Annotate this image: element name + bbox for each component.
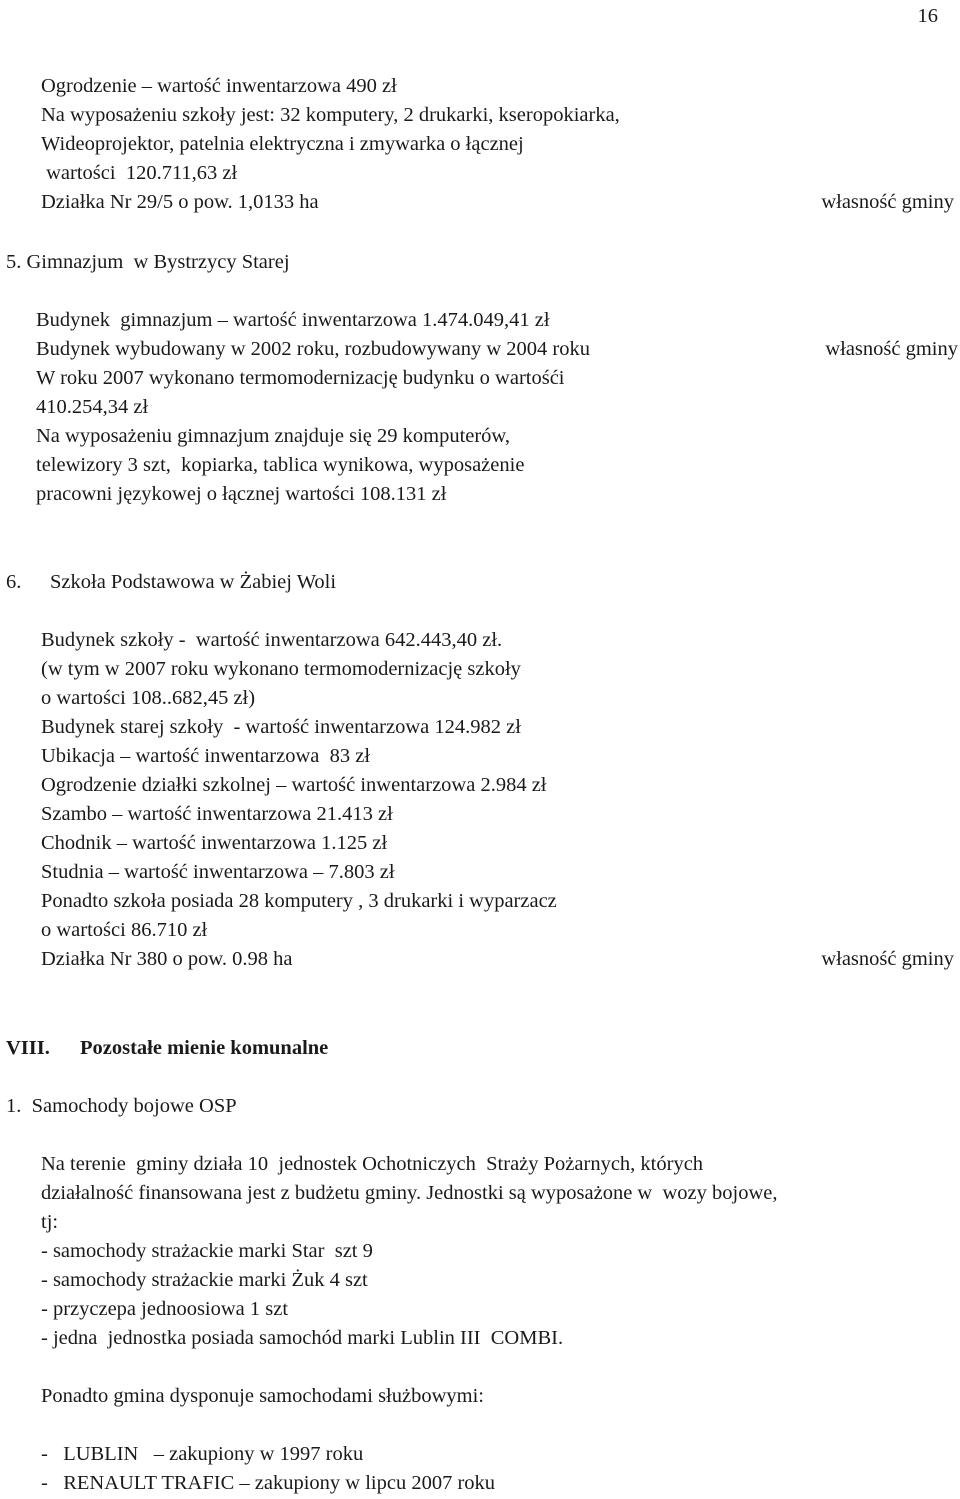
list-item: - samochody strażackie marki Żuk 4 szt <box>41 1269 368 1291</box>
list-item: - samochody strażackie marki Star szt 9 <box>41 1240 373 1262</box>
text-line: Wideoprojektor, patelnia elektryczna i zmywarka o łącznej <box>41 133 524 155</box>
subsection-heading: 1. Samochody bojowe OSP <box>6 1095 237 1117</box>
ownership-label: własność gminy <box>825 338 958 360</box>
list-item: - RENAULT TRAFIC – zakupiony w lipcu 2007 roku <box>41 1472 496 1494</box>
text-line: Ogrodzenie działki szkolnej – wartość inwentarzowa 2.984 zł <box>41 774 547 796</box>
section-heading: 5. Gimnazjum w Bystrzycy Starej <box>6 251 290 273</box>
list-item: - LUBLIN – zakupiony w 1997 roku <box>41 1443 364 1465</box>
chapter-heading: Pozostałe mienie komunalne <box>80 1037 329 1059</box>
text-line: Ponadto szkoła posiada 28 komputery , 3 drukarki i wyparzacz <box>41 890 557 912</box>
text-line: W roku 2007 wykonano termomodernizację budynku o wartośći <box>36 367 565 389</box>
paragraph-line: Na terenie gminy działa 10 jednostek Ochotniczych Straży Pożarnych, których <box>41 1153 704 1175</box>
ownership-label: własność gminy <box>821 191 954 213</box>
text-line: Działka Nr 29/5 o pow. 1,0133 ha <box>41 191 319 213</box>
text-line: Na wyposażeniu szkoły jest: 32 komputery, 2 drukarki, kseropokiarka, <box>41 104 620 126</box>
chapter-number: VIII. <box>6 1037 50 1059</box>
text-line: pracowni językowej o łącznej wartości 108.131 zł <box>36 483 447 505</box>
text-line: Działka Nr 380 o pow. 0.98 ha <box>41 948 293 970</box>
paragraph-line: Ponadto gmina dysponuje samochodami służbowymi: <box>41 1385 484 1407</box>
text-line: Na wyposażeniu gimnazjum znajduje się 29 komputerów, <box>36 425 511 447</box>
text-line: Studnia – wartość inwentarzowa – 7.803 zł <box>41 861 395 883</box>
list-item: - przyczepa jednoosiowa 1 szt <box>41 1298 289 1320</box>
text-line: Budynek szkoły - wartość inwentarzowa 642.443,40 zł. <box>41 629 503 651</box>
text-line: Budynek wybudowany w 2002 roku, rozbudowywany w 2004 roku <box>36 338 591 360</box>
section-number: 6. <box>6 571 22 593</box>
text-line: Budynek gimnazjum – wartość inwentarzowa 1.474.049,41 zł <box>36 309 550 331</box>
section-heading: Szkoła Podstawowa w Żabiej Woli <box>50 571 337 593</box>
paragraph-line: tj: <box>41 1211 59 1233</box>
text-line: Szambo – wartość inwentarzowa 21.413 zł <box>41 803 393 825</box>
text-line: telewizory 3 szt, kopiarka, tablica wynikowa, wyposażenie <box>36 454 525 476</box>
text-line: o wartości 86.710 zł <box>41 919 208 941</box>
text-line: Chodnik – wartość inwentarzowa 1.125 zł <box>41 832 388 854</box>
text-line: wartości 120.711,63 zł <box>41 162 238 184</box>
ownership-label: własność gminy <box>821 948 954 970</box>
paragraph-line: działalność finansowana jest z budżetu gminy. Jednostki są wyposażone w wozy bojowe, <box>41 1182 778 1204</box>
list-item: - jedna jednostka posiada samochód marki Lublin III COMBI. <box>41 1327 564 1349</box>
text-line: Ogrodzenie – wartość inwentarzowa 490 zł <box>41 75 397 97</box>
text-line: Budynek starej szkoły - wartość inwentarzowa 124.982 zł <box>41 716 521 738</box>
text-line: Ubikacja – wartość inwentarzowa 83 zł <box>41 745 371 767</box>
text-line: 410.254,34 zł <box>36 396 149 418</box>
text-line: (w tym w 2007 roku wykonano termomodernizację szkoły <box>41 658 521 680</box>
page-number: 16 <box>917 5 938 27</box>
text-line: o wartości 108..682,45 zł) <box>41 687 256 709</box>
